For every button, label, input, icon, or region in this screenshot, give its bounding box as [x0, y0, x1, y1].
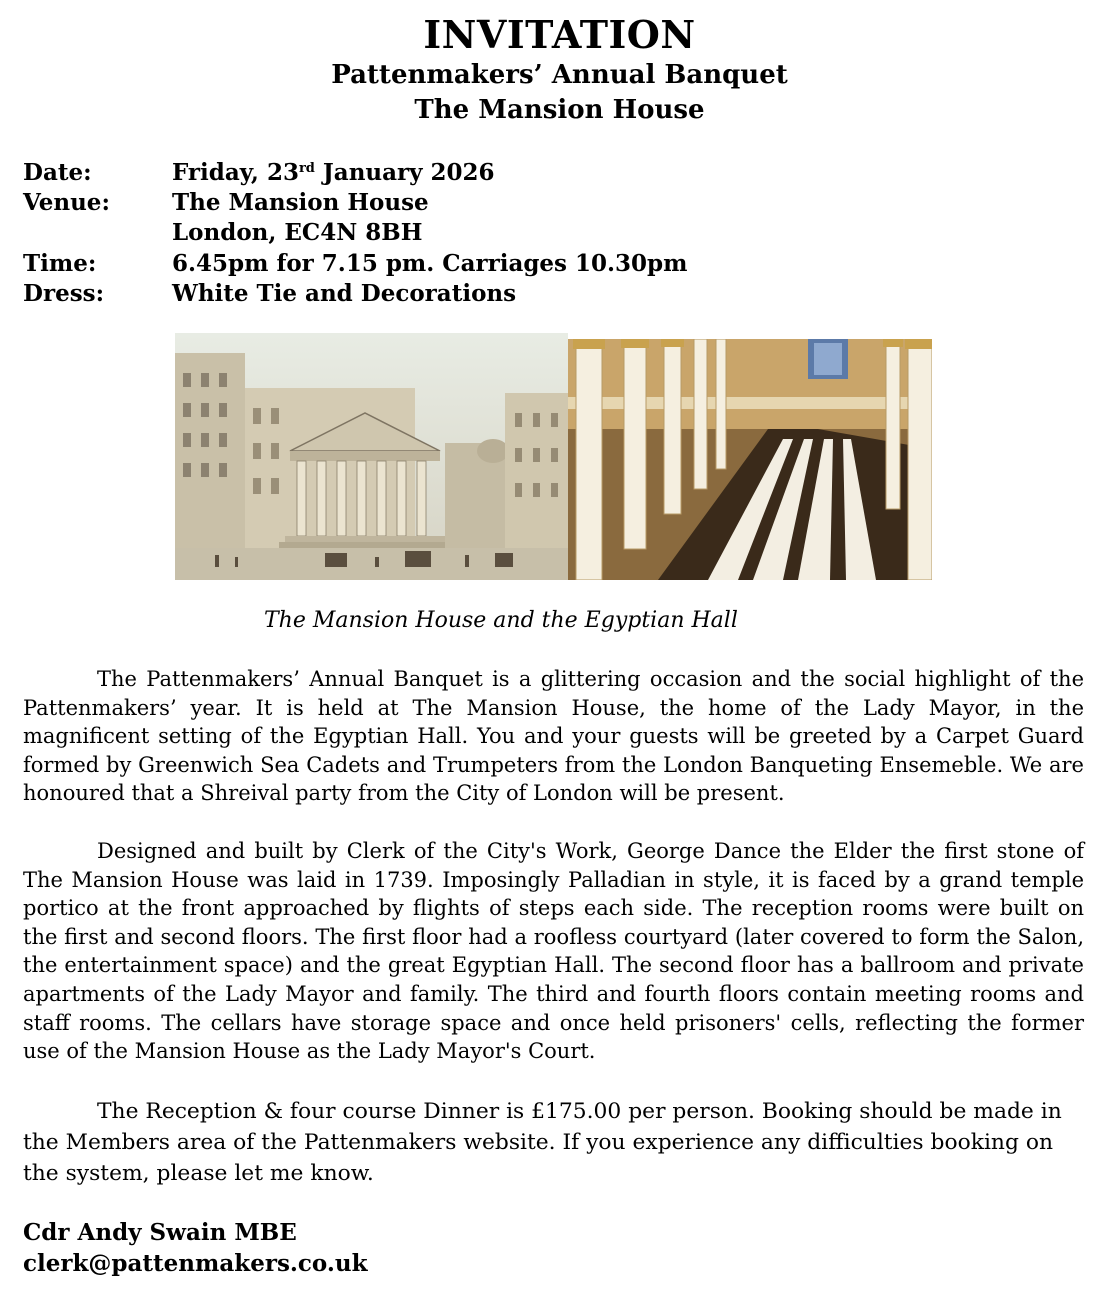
venue-line1: The Mansion House — [172, 189, 429, 217]
time-label: Time: — [23, 249, 97, 277]
signature-block — [23, 1217, 368, 1279]
contact-email[interactable]: clerk@pattenmakers.co.uk — [23, 1250, 368, 1277]
signatory-name: Cdr Andy Swain MBE — [23, 1219, 297, 1246]
date-label: Date: — [23, 159, 92, 186]
image-caption: The Mansion House and the Egyptian Hall — [264, 608, 738, 633]
date-value: Friday, 23rd January 2026 — [172, 159, 495, 186]
paragraph-booking: The Reception & four course Dinner is £175.00 per person. Booking should be made in the Members area of the Pattenmakers website. If you experience any difficulties booking on the system, please let me know. — [23, 1099, 1062, 1186]
dress-label: Dress: — [23, 279, 105, 307]
paragraph-banquet-intro: The Pattenmakers’ Annual Banquet is a glittering occasion and the social highlight of the Pattenmakers’ year. It is held at The Mansion House, the home of the Lady Mayor, in the magnificent setting of the Egyptian Hall. You and your guests will be greeted by a Carpet Guard formed by Greenwich Sea Cadets and Trumpeters from the London Banqueting Ensemeble. We are honoured that a Shreival party from the City of London will be present. — [23, 667, 1084, 806]
event-subtitle: Pattenmakers’ Annual Banquet — [331, 60, 788, 90]
egyptian-hall-interior-image — [568, 339, 932, 580]
invitation-title: INVITATION — [423, 12, 696, 57]
venue-label: Venue: — [23, 189, 110, 217]
mansion-house-exterior-image — [175, 333, 568, 580]
venue-heading: The Mansion House — [414, 95, 705, 125]
time-value: 6.45pm for 7.15 pm. Carriages 10.30pm — [172, 249, 688, 277]
paragraph-mansion-history: Designed and built by Clerk of the City's Work, George Dance the Elder the first stone of The Mansion House was laid in 1739. Imposingly Palladian in style, it is faced by a grand temple portico at the front approached by flights of steps each side. The reception rooms were built on the first and second floors. The first floor had a roofless courtyard (later covered to form the Salon, the entertainment space) and the great Egyptian Hall. The second floor has a ballroom and private apartments of the Lady Mayor and family. The third and fourth floors contain meeting rooms and staff rooms. The cellars have storage space and once held prisoners' cells, reflecting the former use of the Mansion House as the Lady Mayor's Court. — [23, 839, 1084, 1064]
venue-line2: London, EC4N 8BH — [172, 219, 423, 247]
dress-value: White Tie and Decorations — [172, 279, 517, 307]
